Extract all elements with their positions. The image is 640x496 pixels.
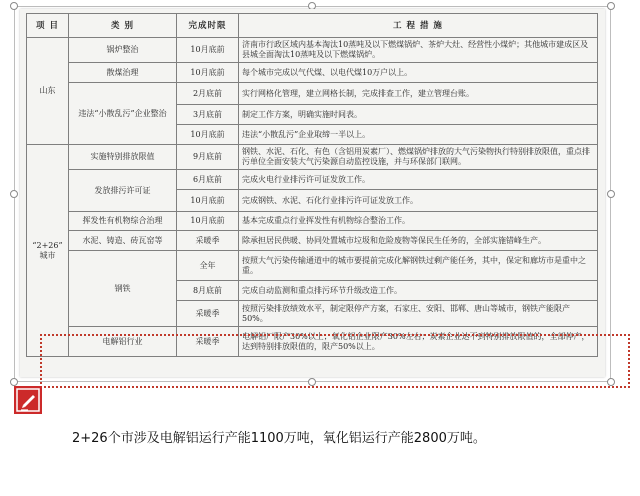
resize-handle-middle-left[interactable] (10, 190, 18, 198)
row-deadline: 9月底前 (177, 145, 239, 170)
row-measure: 除承担居民供暖、协同处置城市垃圾和危险废物等保民生任务的，全部实施错峰生产。 (239, 231, 598, 251)
row-measure: 实行网格化管理，建立网格长制，完成排查工作，建立管理台账。 (239, 83, 598, 105)
table-row (27, 145, 598, 170)
row-measure: 完成钢铁、水泥、石化行业排污许可证发放工作。 (239, 190, 598, 212)
table-row (27, 212, 598, 231)
header-deadline: 完成时限 (177, 14, 239, 38)
row-deadline: 采暖季 (177, 327, 239, 357)
row-measure: 完成火电行业排污许可证发放工作。 (239, 170, 598, 190)
row-deadline: 10月底前 (177, 63, 239, 83)
row-category: 发放排污许可证 (69, 170, 177, 212)
row-deadline: 8月底前 (177, 281, 239, 301)
group-shandong: 山东 (27, 38, 69, 145)
table-row (27, 83, 598, 105)
resize-handle-top-right[interactable] (607, 2, 615, 10)
resize-handle-top-left[interactable] (10, 2, 18, 10)
row-category: 实施特别排放限值 (69, 145, 177, 170)
row-category: 水泥、铸造、砖瓦窑等 (69, 231, 177, 251)
row-category: 钢铁 (69, 251, 177, 327)
header-category: 类 别 (69, 14, 177, 38)
group-city-line-1: “2+26” (32, 240, 63, 250)
row-deadline: 全年 (177, 251, 239, 281)
pen-icon[interactable] (14, 386, 42, 414)
row-category: 散煤治理 (69, 63, 177, 83)
row-measure: 完成自动监测和重点排污环节升级改造工作。 (239, 281, 598, 301)
row-deadline: 10月底前 (177, 38, 239, 63)
row-measure: 济南市行政区域内基本淘汰10蒸吨及以下燃煤锅炉、茶炉大灶、经营性小煤炉；其他城市建成区及县城全面淘汰10蒸吨及以下燃煤锅炉。 (239, 38, 598, 63)
scanned-document-image (20, 9, 605, 377)
caption-text: 2+26个市涉及电解铝运行产能1100万吨，氧化铝运行产能2800万吨。 (72, 431, 486, 446)
row-measure: 电解铝厂限产30%以上；氧化铝企业限产30%左右；炭素企业达不到特别排放限值的，全部停产，达到特别排放限值的，限产50%以上。 (239, 327, 598, 357)
table-row (27, 231, 598, 251)
row-measure: 按照污染排放绩效水平，制定限停产方案，石家庄、安阳、邯郸、唐山等城市，钢铁产能限产50%。 (239, 301, 598, 327)
group-city-line-2: 城市 (39, 250, 56, 260)
row-deadline: 2月底前 (177, 83, 239, 105)
row-measure: 按照大气污染传输通道中的城市要提前完成化解钢铁过剩产能任务，其中，保定和廊坊市是重中之重。 (239, 251, 598, 281)
row-measure: 基本完成重点行业挥发性有机物综合整治工作。 (239, 212, 598, 231)
table-row (27, 170, 598, 190)
row-deadline: 采暖季 (177, 231, 239, 251)
pen-icon-graphic (14, 386, 42, 414)
table-row (27, 251, 598, 281)
row-category: 违法“小散乱污”企业整治 (69, 83, 177, 145)
table-header-row (27, 14, 598, 38)
row-deadline: 10月底前 (177, 125, 239, 145)
resize-handle-bottom-left[interactable] (10, 378, 18, 386)
row-category: 电解铝行业 (69, 327, 177, 357)
highlight-annotation-box (40, 334, 630, 388)
row-deadline: 10月底前 (177, 190, 239, 212)
row-category: 锅炉整治 (69, 38, 177, 63)
row-deadline: 采暖季 (177, 301, 239, 327)
row-measure: 制定工作方案，明确实施时间表。 (239, 105, 598, 125)
row-measure: 违法“小散乱污”企业取缔一半以上。 (239, 125, 598, 145)
table-row (27, 63, 598, 83)
row-measure: 钢铁、水泥、石化、有色（含铝用炭素厂）、燃煤锅炉排放的大气污染物执行特别排放限值，重点排污单位全面安装大气污染源自动监控设施，并与环保部门联网。 (239, 145, 598, 170)
group-2-26-cities (27, 145, 69, 357)
header-project: 项 目 (27, 14, 69, 38)
row-deadline: 3月底前 (177, 105, 239, 125)
row-deadline: 10月底前 (177, 212, 239, 231)
row-deadline: 6月底前 (177, 170, 239, 190)
resize-handle-middle-right[interactable] (607, 190, 615, 198)
header-measures: 工 程 措 施 (239, 14, 598, 38)
row-category: 挥发性有机物综合治理 (69, 212, 177, 231)
row-measure: 每个城市完成以气代煤、以电代煤10万户以上。 (239, 63, 598, 83)
table-row (27, 38, 598, 63)
measures-table (26, 13, 598, 357)
